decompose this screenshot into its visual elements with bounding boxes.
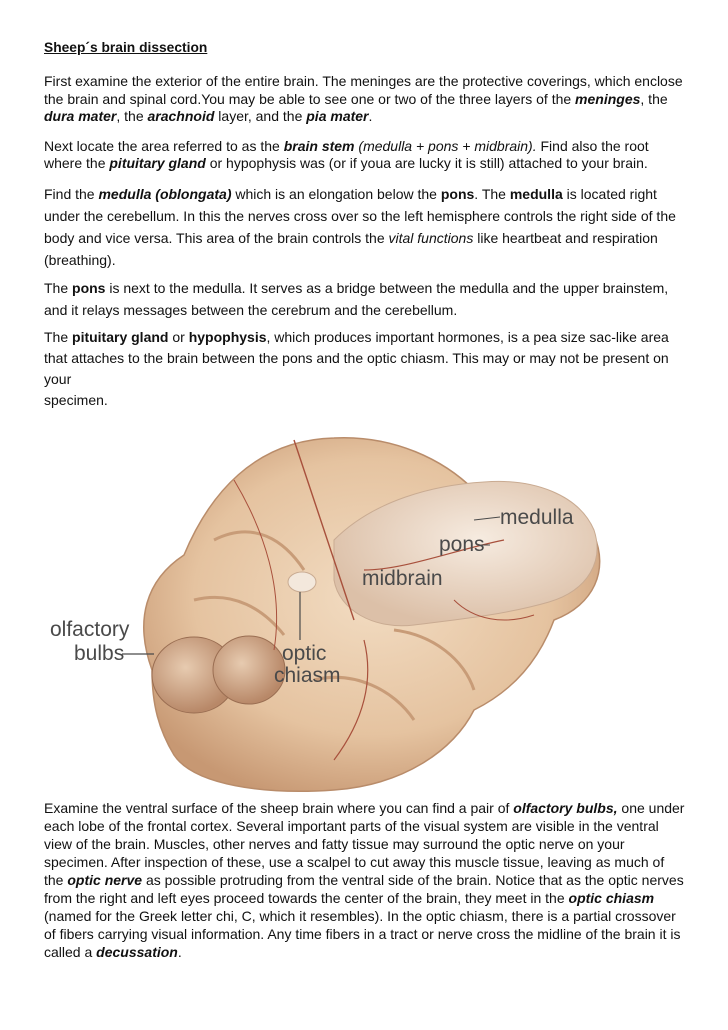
term-optic-nerve: optic nerve <box>67 872 143 888</box>
text: Find the <box>44 185 99 202</box>
label-medulla: medulla <box>500 506 574 529</box>
label-optic: optic <box>282 642 327 665</box>
term-pons: pons <box>72 279 106 296</box>
sheep-brain-figure <box>34 420 634 795</box>
optic-chiasm-shape <box>288 572 316 592</box>
text: (named for the Greek letter chi, C, which it resembles). In the optic chiasm, there is a partial crossover of fibers carrying visual information. Any time fibers in a tract or nerve cross the midline of the brain it is called a <box>44 908 681 960</box>
label-midbrain: midbrain <box>362 567 443 590</box>
term-pituitary-gland: pituitary gland <box>109 155 206 171</box>
text: , the <box>116 108 148 124</box>
sheep-brain-illustration <box>34 420 634 795</box>
text: First examine the exterior of the entire brain. The meninges are the protective coverings, which enclose the brain and spinal cord.You may be able to see one or two of the three layers of the <box>44 73 683 107</box>
paragraph-pons <box>44 277 686 321</box>
document-title: Sheep´s brain dissection <box>44 40 208 55</box>
text: , the <box>640 90 668 107</box>
text: , which produces important hormones, is a pea size sac-like area that attaches to the brain between the pons and the optic chiasm. This may or may not be present on your <box>44 328 669 387</box>
text: The <box>44 328 73 345</box>
term-pia-mater: pia mater <box>306 108 369 124</box>
text: specimen. <box>44 391 108 408</box>
term-medulla-oblongata: medulla (oblongata) <box>98 185 232 202</box>
text: The <box>44 279 73 296</box>
term-brain-stem-parts: (medulla + pons + midbrain). <box>358 137 537 154</box>
text: Find also the root where the <box>44 137 649 171</box>
text: . <box>368 108 373 124</box>
bottom-section <box>44 799 686 961</box>
label-pons: pons <box>439 533 485 556</box>
label-bulbs: bulbs <box>74 642 125 665</box>
text: . The <box>474 185 510 202</box>
term-meninges: meninges <box>575 90 641 107</box>
text: or <box>168 328 189 345</box>
text: which is an elongation below the <box>231 185 441 202</box>
paragraph-brain-stem <box>44 138 686 173</box>
text: one under each lobe of the frontal cortex. Several important parts of the visual system are visible in the ventral view of the brain. Muscles, other nerves and fatty tissue may surround the optic nerve on your specimen. After inspection of these, use a scalpel to cut away this muscle tissue, leaving as much of the <box>44 800 685 888</box>
text: as possible protruding from the ventral side of the brain. Notice that as the optic nerves from the right and left eyes proceed towards the center of the brain, they meet in the <box>44 872 684 906</box>
paragraph-pituitary <box>44 327 686 411</box>
text: layer, and the <box>214 108 307 124</box>
text: Next locate the area referred to as the <box>44 137 284 154</box>
term-dura-mater: dura mater <box>44 108 117 124</box>
text: . <box>177 944 182 960</box>
label-chiasm: chiasm <box>274 664 341 687</box>
text: or hypophysis was (or if youa are lucky it is still) attached to your brain. <box>205 155 648 171</box>
term-optic-chiasm: optic chiasm <box>568 890 655 906</box>
term-decussation: decussation <box>96 944 178 960</box>
text: Examine the ventral surface of the sheep brain where you can find a pair of <box>44 800 514 816</box>
paragraph-medulla <box>44 183 686 271</box>
term-medulla: medulla <box>509 185 563 202</box>
paragraph-meninges <box>44 73 686 126</box>
text: like heartbeat and respiration (breathing). <box>44 229 658 268</box>
term-pituitary-gland: pituitary gland <box>72 328 169 345</box>
term-pons: pons <box>440 185 475 202</box>
term-brain-stem: brain stem <box>283 137 355 154</box>
text: is next to the medulla. It serves as a bridge between the medulla and the upper brainstem, and it relays messages between the cerebrum and the cerebellum. <box>44 279 669 318</box>
term-olfactory-bulbs: olfactory bulbs, <box>513 800 618 816</box>
paragraph-ventral-surface <box>44 799 686 961</box>
document-page <box>44 40 686 411</box>
label-olfactory: olfactory <box>50 618 130 641</box>
term-hypophysis: hypophysis <box>188 328 267 345</box>
term-arachnoid: arachnoid <box>147 108 215 124</box>
text: is located right under the cerebellum. In this the nerves cross over so the left hemisphere controls the right side of the body and vice versa. This area of the brain controls the <box>44 185 676 246</box>
term-vital-functions: vital functions <box>388 229 474 246</box>
